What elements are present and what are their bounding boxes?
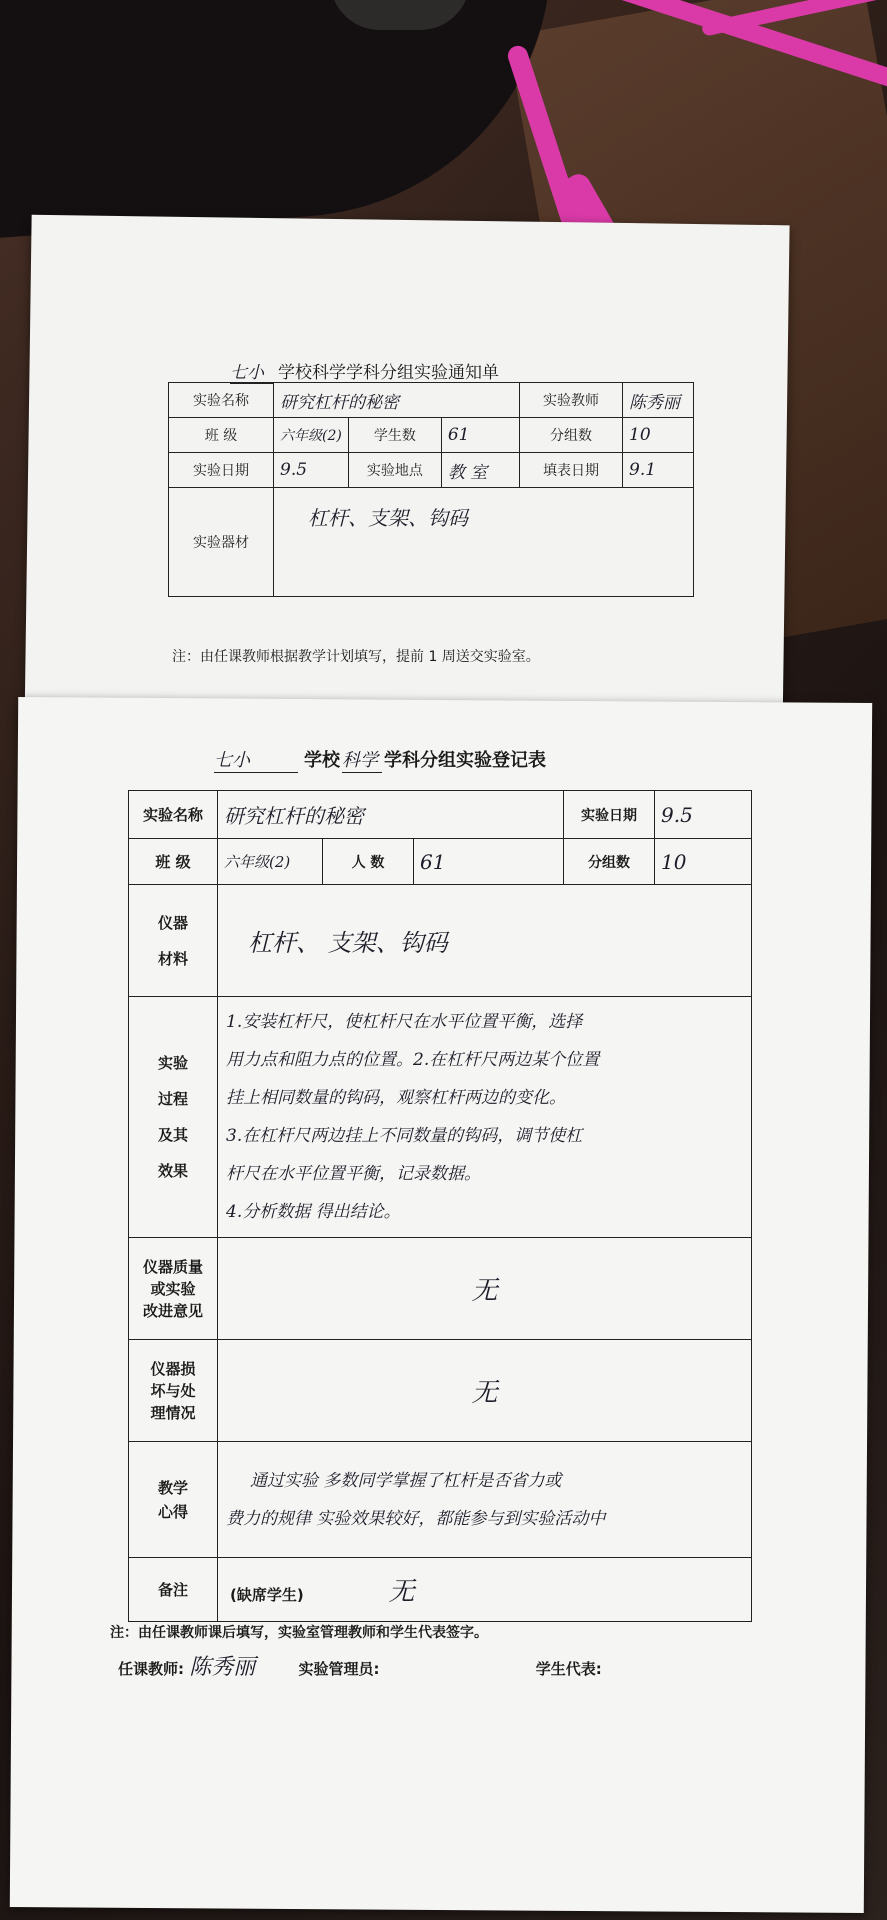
register-footnote: 注：由任课教师课后填写，实验室管理教师和学生代表签字。 [110, 1625, 488, 1641]
notice-title [230, 358, 499, 384]
reflection-label-line: 教学 [157, 1478, 188, 1497]
process-line: 杆尺在水平位置平衡，记录数据。 [226, 1164, 481, 1184]
process-label [129, 997, 218, 1238]
class-value: 六年级(2) [274, 418, 349, 453]
experiment-name-label: 实验名称 [169, 383, 274, 418]
damage-label-line: 理情况 [150, 1403, 196, 1422]
equipment-value: 杠杆、支架、钩码 [274, 488, 694, 597]
place-value: 教 室 [441, 453, 519, 488]
process-line: 1.安装杠杆尺，使杠杆尺在水平位置平衡，选择 [226, 1012, 583, 1032]
date-value: 9.5 [655, 791, 752, 839]
process-line: 用力点和阻力点的位置。2.在杠杆尺两边某个位置 [226, 1050, 600, 1070]
absent-students-label: (缺席学生) [230, 1586, 304, 1604]
process-label-line: 及其 [157, 1126, 188, 1144]
process-label-line: 过程 [157, 1090, 188, 1108]
place-label: 实验地点 [348, 453, 441, 488]
teacher-value: 陈秀丽 [623, 383, 694, 418]
notice-table [168, 382, 694, 597]
quality-label-line: 改进意见 [142, 1301, 203, 1320]
groups-value: 10 [623, 418, 694, 453]
quality-label [129, 1238, 218, 1340]
groups-label: 分组数 [564, 839, 655, 885]
register-table [128, 790, 752, 1622]
equipment-value: 杠杆、 支架、钩码 [218, 885, 752, 997]
reflection-label [129, 1442, 218, 1558]
reflection-label-line: 心得 [157, 1502, 188, 1521]
damage-label [129, 1340, 218, 1442]
school-name-handwritten: 七小 [230, 358, 274, 384]
experiment-name-label: 实验名称 [129, 791, 218, 839]
experiment-name-value: 研究杠杆的秘密 [218, 791, 564, 839]
fill-date-label: 填表日期 [520, 453, 623, 488]
remark-label: 备注 [129, 1558, 218, 1622]
signature-row [118, 1650, 602, 1681]
teacher-label: 实验教师 [520, 383, 623, 418]
quality-value: 无 [218, 1238, 752, 1340]
teacher-sign-label: 任课教师: [118, 1660, 184, 1678]
students-label: 学生数 [348, 418, 441, 453]
lab-manager-label: 实验管理员: [298, 1660, 380, 1678]
reflection-line: 费力的规律 实验效果较好，都能参与到实验活动中 [226, 1508, 606, 1529]
quality-label-line: 仪器质量 [142, 1257, 203, 1276]
damage-value: 无 [218, 1340, 752, 1442]
subject-handwritten: 科学 [342, 746, 382, 773]
equipment-label-line: 材料 [157, 949, 188, 968]
process-label-line: 效果 [157, 1162, 188, 1180]
process-line: 挂上相同数量的钩码，观察杠杆两边的变化。 [226, 1088, 566, 1108]
fill-date-value: 9.1 [623, 453, 694, 488]
school-name-handwritten: 七小 [214, 746, 298, 773]
groups-value: 10 [655, 839, 752, 885]
student-rep-label: 学生代表: [535, 1660, 602, 1678]
remark-cell [218, 1558, 752, 1622]
register-title-text: 学科分组实验登记表 [384, 750, 546, 771]
date-value: 9.5 [274, 453, 349, 488]
groups-label: 分组数 [520, 418, 623, 453]
people-value: 61 [414, 839, 564, 885]
register-title [214, 746, 546, 773]
students-value: 61 [441, 418, 519, 453]
people-label: 人 数 [323, 839, 414, 885]
process-line: 4.分析数据 得出结论。 [226, 1202, 401, 1222]
class-value: 六年级(2) [218, 839, 323, 885]
process-line: 3.在杠杆尺两边挂上不同数量的钩码，调节使杠 [226, 1126, 583, 1146]
class-label: 班 级 [169, 418, 274, 453]
reflection-line: 通过实验 多数同学掌握了杠杆是否省力或 [250, 1470, 562, 1491]
date-label: 实验日期 [564, 791, 655, 839]
notice-title-text: 学校科学学科分组实验通知单 [278, 363, 499, 383]
damage-label-line: 坏与处 [150, 1381, 196, 1400]
experiment-name-value: 研究杠杆的秘密 [274, 383, 520, 418]
damage-label-line: 仪器损 [150, 1359, 196, 1378]
equipment-label [129, 885, 218, 997]
process-label-line: 实验 [157, 1054, 188, 1072]
remark-value: 无 [388, 1577, 415, 1607]
date-label: 实验日期 [169, 453, 274, 488]
notice-footnote: 注：由任课教师根据教学计划填写，提前 1 周送交实验室。 [172, 649, 540, 665]
equipment-label: 实验器材 [169, 488, 274, 597]
teacher-signature: 陈秀丽 [189, 1655, 256, 1680]
equipment-label-line: 仪器 [157, 913, 188, 932]
register-title-prefix: 学校 [304, 750, 340, 771]
process-value [218, 997, 752, 1238]
quality-label-line: 或实验 [150, 1279, 196, 1298]
reflection-value [218, 1442, 752, 1558]
class-label: 班 级 [129, 839, 218, 885]
